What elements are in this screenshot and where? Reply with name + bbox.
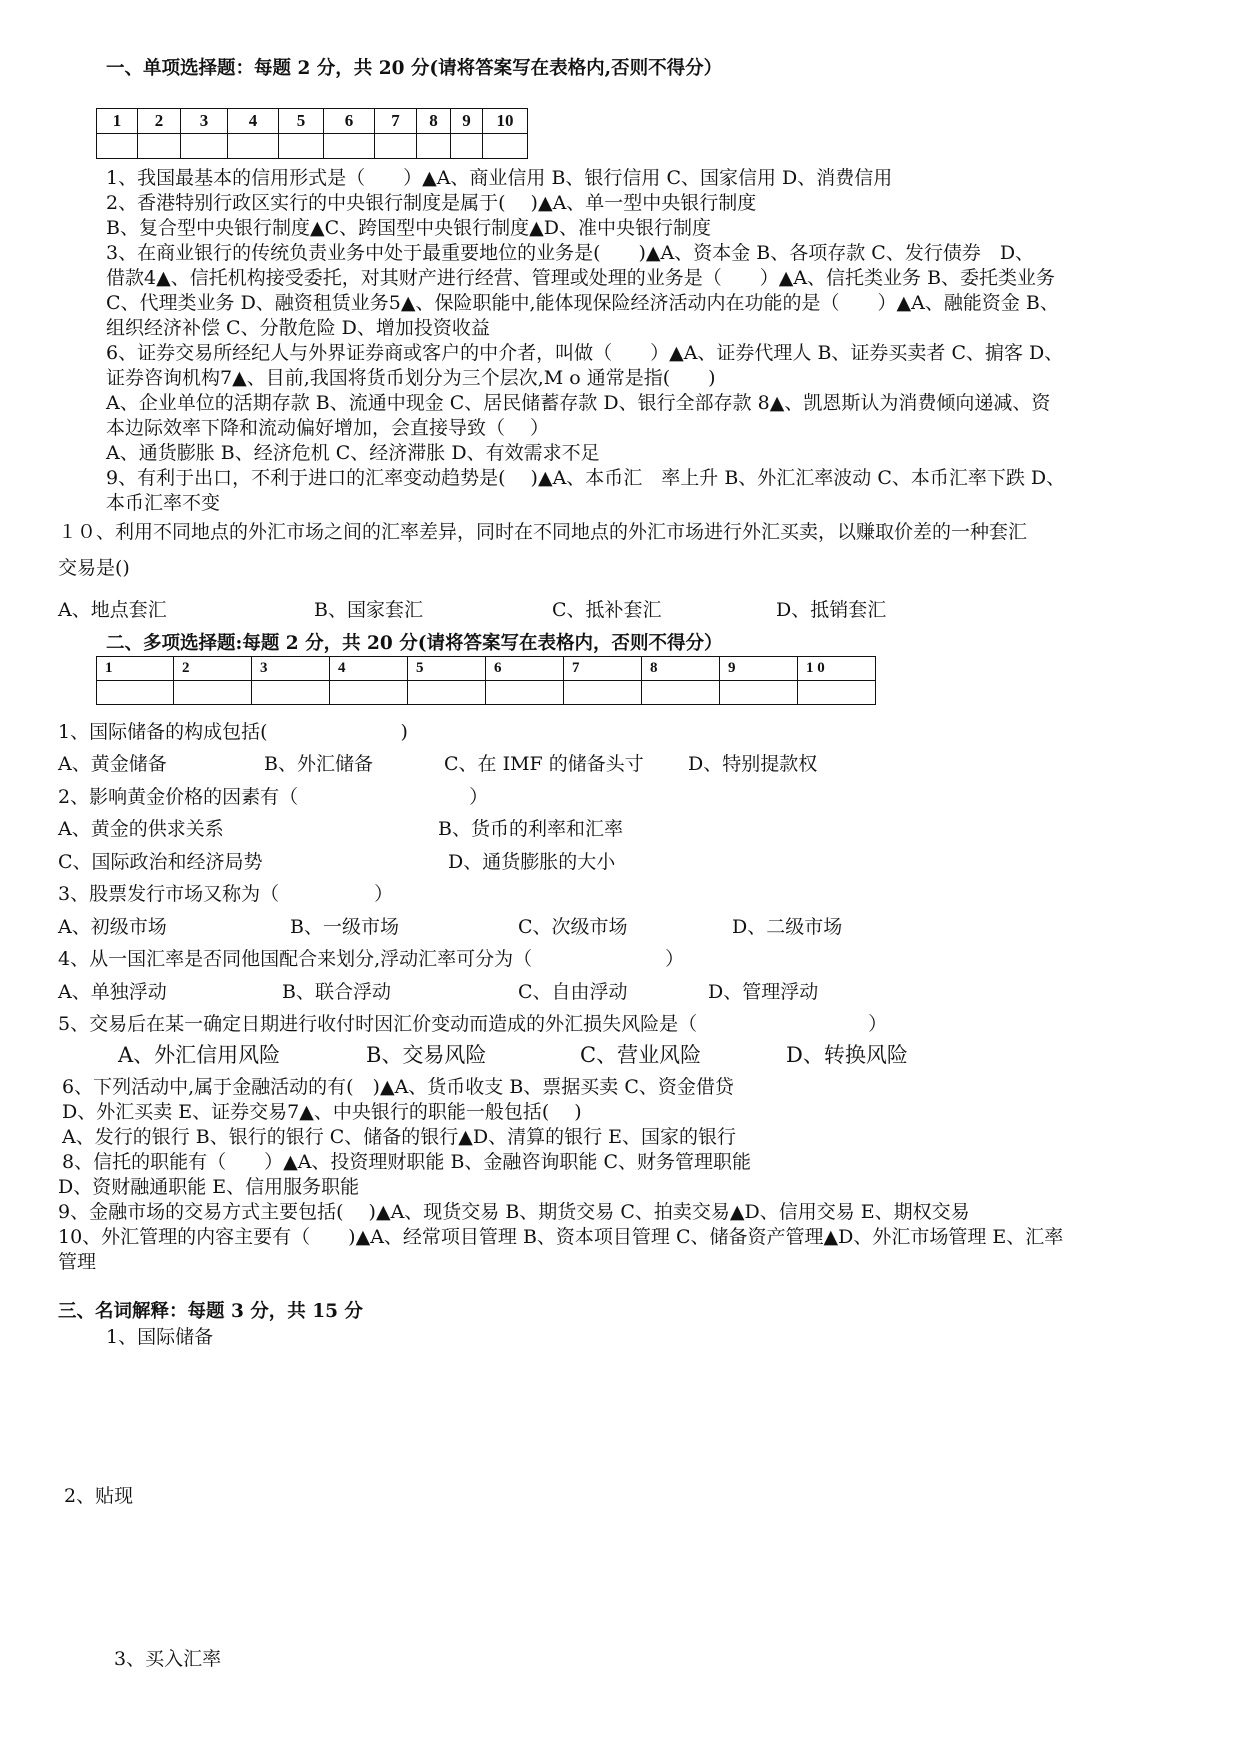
- option-d: D、转换风险: [786, 1043, 908, 1067]
- question-line: 6、下列活动中,属于金融活动的有( )▲A、货币收支 B、票据买卖 C、资金借贷: [62, 1076, 734, 1098]
- option-a: A、黄金的供求关系: [58, 818, 224, 840]
- question-line: 本边际效率下降和流动偏好增加，会直接导致（ ）: [106, 417, 550, 439]
- answer-cell[interactable]: [486, 681, 564, 705]
- answer-cell[interactable]: [417, 134, 451, 159]
- question-line: 借款4▲、信托机构接受委托，对其财产进行经营、管理或处理的业务是（ ）▲A、信托类业务 B、委托类业务: [106, 267, 1056, 289]
- option-d: D、通货膨胀的大小: [448, 851, 616, 873]
- answer-header-cell: 7: [564, 657, 642, 681]
- question-line: 2、香港特别行政区实行的中央银行制度是属于( )▲A、单一型中央银行制度: [106, 192, 757, 214]
- answer-cell[interactable]: [375, 134, 417, 159]
- option-c: C、营业风险: [580, 1043, 702, 1067]
- option-b: B、联合浮动: [282, 981, 391, 1003]
- option-d: D、特别提款权: [688, 753, 818, 775]
- answer-cell[interactable]: [642, 681, 720, 705]
- answer-cell[interactable]: [181, 134, 228, 159]
- question-line: 10、外汇管理的内容主要有（ )▲A、经常项目管理 B、资本项目管理 C、储备资产管理▲D、外汇市场管理 E、汇率: [58, 1226, 1064, 1248]
- answer-cell[interactable]: [324, 134, 375, 159]
- answer-header-cell: 6: [324, 109, 375, 134]
- answer-cell[interactable]: [483, 134, 528, 159]
- answer-header-cell: 1: [97, 109, 138, 134]
- answer-cell[interactable]: [228, 134, 279, 159]
- option-d: D、二级市场: [732, 916, 843, 938]
- question-line: 组织经济补偿 C、分散危险 D、增加投资收益: [106, 317, 490, 339]
- answer-cell[interactable]: [174, 681, 252, 705]
- question-line: A、企业单位的活期存款 B、流通中现金 C、居民储蓄存款 D、银行全部存款 8▲、凯恩斯认为消费倾向递减、资: [106, 392, 1051, 414]
- question-line: B、复合型中央银行制度▲C、跨国型中央银行制度▲D、准中央银行制度: [106, 217, 711, 239]
- answer-cell[interactable]: [564, 681, 642, 705]
- answer-cell[interactable]: [720, 681, 798, 705]
- question-10-line1: １０、利用不同地点的外汇市场之间的汇率差异，同时在不同地点的外汇市场进行外汇买卖，以赚取价差的一种套汇: [58, 521, 1028, 543]
- option-b: B、外汇储备: [264, 753, 373, 775]
- answer-header-cell: 4: [330, 657, 408, 681]
- question-line: A、通货膨胀 B、经济危机 C、经济滞胀 D、有效需求不足: [106, 442, 600, 464]
- answer-cell[interactable]: [97, 681, 174, 705]
- question-line: 本币汇率不变: [106, 492, 221, 514]
- answer-header-cell: 8: [417, 109, 451, 134]
- option-c: C、国际政治和经济局势: [58, 851, 263, 873]
- answer-header-cell: 1 0: [798, 657, 876, 681]
- question-line: 5、交易后在某一确定日期进行收付时因汇价变动而造成的外汇损失风险是（ ）: [58, 1013, 888, 1035]
- answer-header-cell: 2: [138, 109, 181, 134]
- question-line: 3、在商业银行的传统负责业务中处于最重要地位的业务是( )▲A、资本金 B、各项存款 C、发行债券 D、: [106, 242, 1035, 264]
- question-line: 3、股票发行市场又称为（ ）: [58, 883, 394, 905]
- option-a: A、单独浮动: [58, 981, 167, 1003]
- answer-header-cell: 5: [279, 109, 324, 134]
- answer-header-cell: 3: [252, 657, 330, 681]
- question-line: 9、金融市场的交易方式主要包括( )▲A、现货交易 B、期货交易 C、拍卖交易▲D、信用交易 E、期权交易: [58, 1201, 970, 1223]
- option-c: C、自由浮动: [518, 981, 628, 1003]
- question-line: 9、有利于出口，不利于进口的汇率变动趋势是( )▲A、本币汇 率上升 B、外汇汇率波动 C、本币汇率下跌 D、: [106, 467, 1066, 489]
- answer-header-cell: 2: [174, 657, 252, 681]
- question-line: 2、影响黄金价格的因素有（ ）: [58, 786, 489, 808]
- option-d: D、抵销套汇: [776, 599, 887, 621]
- answer-cell[interactable]: [252, 681, 330, 705]
- question-line: C、代理类业务 D、融资租赁业务5▲、保险职能中,能体现保险经济活动内在功能的是（ ）▲A、融能资金 B、: [106, 292, 1059, 314]
- question-line: 证券咨询机构7▲、目前,我国将货币划分为三个层次,M o 通常是指( ): [106, 367, 716, 389]
- option-b: B、一级市场: [290, 916, 399, 938]
- answer-header-cell: 7: [375, 109, 417, 134]
- answer-cell[interactable]: [97, 134, 138, 159]
- question-line: 4、从一国汇率是否同他国配合来划分,浮动汇率可分为（ ）: [58, 948, 685, 970]
- question-line: 1、国际储备的构成包括( ): [58, 721, 408, 743]
- answer-cell[interactable]: [138, 134, 181, 159]
- option-a: A、初级市场: [58, 916, 167, 938]
- question-line: 管理: [58, 1251, 97, 1273]
- option-a: A、黄金储备: [58, 753, 167, 775]
- question-10-line2: 交易是(): [58, 557, 130, 579]
- question-line: D、外汇买卖 E、证券交易7▲、中央银行的职能一般包括( ): [62, 1101, 582, 1123]
- answer-header-cell: 10: [483, 109, 528, 134]
- answer-cell[interactable]: [408, 681, 486, 705]
- answer-header-cell: 3: [181, 109, 228, 134]
- answer-cell[interactable]: [279, 134, 324, 159]
- option-c: C、在 IMF 的储备头寸: [444, 753, 644, 775]
- option-b: B、国家套汇: [314, 599, 423, 621]
- option-d: D、管理浮动: [708, 981, 819, 1003]
- answer-header-cell: 4: [228, 109, 279, 134]
- term-item: 2、贴现: [64, 1485, 134, 1507]
- question-line: 1、我国最基本的信用形式是（ ）▲A、商业信用 B、银行信用 C、国家信用 D、消费信用: [106, 167, 893, 189]
- section3-title: 三、名词解释：每题 3 分，共 15 分: [58, 1301, 363, 1322]
- answer-cell[interactable]: [798, 681, 876, 705]
- question-line: 6、证券交易所经纪人与外界证券商或客户的中介者，叫做（ ）▲A、证券代理人 B、证券买卖者 C、掮客 D、: [106, 342, 1064, 364]
- section1-answer-table: [96, 108, 528, 159]
- section1-title: 一、单项选择题：每题 2 分，共 20 分(请将答案写在表格内,否则不得分）: [106, 58, 723, 79]
- answer-header-cell: 5: [408, 657, 486, 681]
- term-item: 1、国际储备: [106, 1326, 214, 1348]
- section2-title: 二、多项选择题:每题 2 分，共 20 分(请将答案写在表格内，否则不得分）: [106, 633, 723, 654]
- question-line: D、资财融通职能 E、信用服务职能: [58, 1176, 360, 1198]
- answer-header-cell: 6: [486, 657, 564, 681]
- answer-cell[interactable]: [451, 134, 483, 159]
- answer-header-cell: 1: [97, 657, 174, 681]
- option-a: A、外汇信用风险: [118, 1043, 281, 1067]
- option-a: A、地点套汇: [58, 599, 167, 621]
- section2-answer-table: [96, 656, 876, 705]
- answer-header-cell: 9: [720, 657, 798, 681]
- answer-header-cell: 9: [451, 109, 483, 134]
- option-c: C、次级市场: [518, 916, 628, 938]
- answer-header-cell: 8: [642, 657, 720, 681]
- option-b: B、货币的利率和汇率: [438, 818, 623, 840]
- term-item: 3、买入汇率: [114, 1648, 222, 1670]
- option-c: C、抵补套汇: [552, 599, 662, 621]
- option-b: B、交易风险: [366, 1043, 487, 1067]
- question-line: 8、信托的职能有（ ）▲A、投资理财职能 B、金融咨询职能 C、财务管理职能: [62, 1151, 752, 1173]
- question-line: A、发行的银行 B、银行的银行 C、储备的银行▲D、清算的银行 E、国家的银行: [62, 1126, 737, 1148]
- answer-cell[interactable]: [330, 681, 408, 705]
